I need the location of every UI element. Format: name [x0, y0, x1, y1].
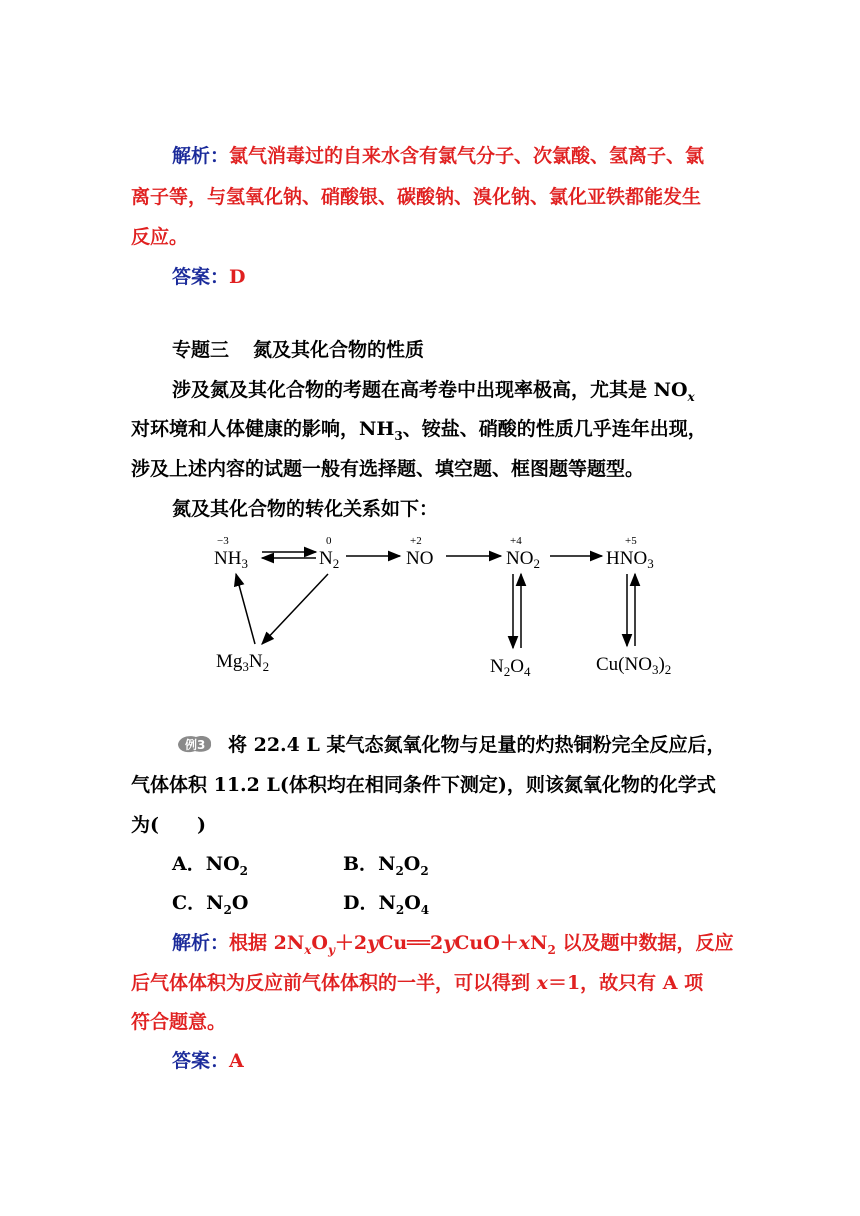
example-badge-icon [176, 734, 214, 754]
analysis-line-3: 反应。 [131, 226, 189, 248]
option-a: A．$NO_2$ [172, 853, 249, 878]
analysis2-text: 根据 $2N_xO_y+2yCu══2yCuO+xN_2$ 以及题中数据，反应 [229, 932, 734, 957]
analysis2-label: 解析： [172, 932, 230, 954]
answer-line-2 [172, 1046, 244, 1073]
arrow-n2-to-mg3n2 [262, 574, 328, 644]
option-d: D．$N_2O_4$ [343, 892, 430, 917]
option-b: B．$N_2O_2$ [343, 853, 429, 878]
example-line-1 [176, 730, 725, 757]
analysis2-line-1 [172, 928, 733, 957]
subscript: 3 [394, 428, 403, 443]
nh3-label: $NH_3$ [214, 548, 248, 571]
n2o4-label: $N_2O_4$ [490, 656, 531, 679]
topic-title: 氮及其化合物的性质 [253, 339, 425, 361]
subscript: x [687, 389, 695, 404]
analysis-line-1 [172, 141, 704, 168]
answer-line-1 [172, 262, 246, 289]
analysis2-line-2: 后气体体积为反应前气体体积的一半，可以得到 x＝1，故只有 A 项 [131, 972, 704, 994]
example-line-2: 气体体积 11.2 L(体积均在相同条件下测定)，则该氮氧化物的化学式 [131, 774, 716, 796]
n2-label: $N_2$ [319, 548, 340, 571]
analysis-label: 解析： [172, 145, 230, 167]
nitrogen-conversion-diagram [0, 530, 860, 690]
analysis-line-2: 离子等，与氢氧化钠、硝酸银、碳酸钠、溴化钠、氯化亚铁都能发生 [131, 186, 702, 208]
topic-number: 专题三 [172, 339, 230, 361]
answer2-label: 答案： [172, 1050, 230, 1072]
hno3-oxidation-state: +5 [625, 535, 637, 547]
topic-para-text: 、铵盐、硝酸的性质几乎连年出现， [402, 418, 707, 440]
topic-heading [172, 335, 424, 362]
cuno32-label: $Cu(NO_3)_2$ [596, 654, 672, 677]
analysis2-line-3: 符合题意。 [131, 1011, 227, 1033]
no-label: NO [406, 548, 434, 569]
analysis-text: 氯气消毒过的自来水含有氯气分子、次氯酸、氢离子、氯 [229, 145, 705, 167]
topic-para-line-3: 涉及上述内容的试题一般有选择题、填空题、框图题等题型。 [131, 458, 645, 480]
arrow-mg3n2-to-nh3 [236, 574, 255, 644]
answer-label: 答案： [172, 266, 230, 288]
example-line-3: 为( ) [131, 814, 206, 836]
hno3-label: $HNO_3$ [606, 548, 654, 571]
n2-oxidation-state: 0 [326, 535, 332, 547]
no-oxidation-state: +2 [410, 535, 422, 547]
no2-label: $NO_2$ [506, 548, 540, 571]
option-c: C．$N_2O$ [172, 892, 249, 917]
mg3n2-label: $Mg_3N_2$ [216, 651, 270, 674]
nh3-oxidation-state: −3 [217, 535, 229, 547]
svg-text:例3: 例3 [185, 738, 206, 752]
topic-para-text: 涉及氮及其化合物的考题在高考卷中出现率极高，尤其是 NO [172, 379, 688, 401]
topic-para-line-4: 氮及其化合物的转化关系如下： [172, 498, 439, 520]
topic-para-text: 对环境和人体健康的影响，NH [131, 418, 395, 440]
answer-value: D [229, 266, 246, 288]
example-text: 将 22.4 L 某气态氮氧化物与足量的灼热铜粉完全反应后， [228, 734, 726, 756]
answer2-value: A [229, 1050, 244, 1072]
topic-para-line-1 [172, 375, 695, 404]
no2-oxidation-state: +4 [510, 535, 522, 547]
topic-para-line-2 [131, 414, 707, 443]
